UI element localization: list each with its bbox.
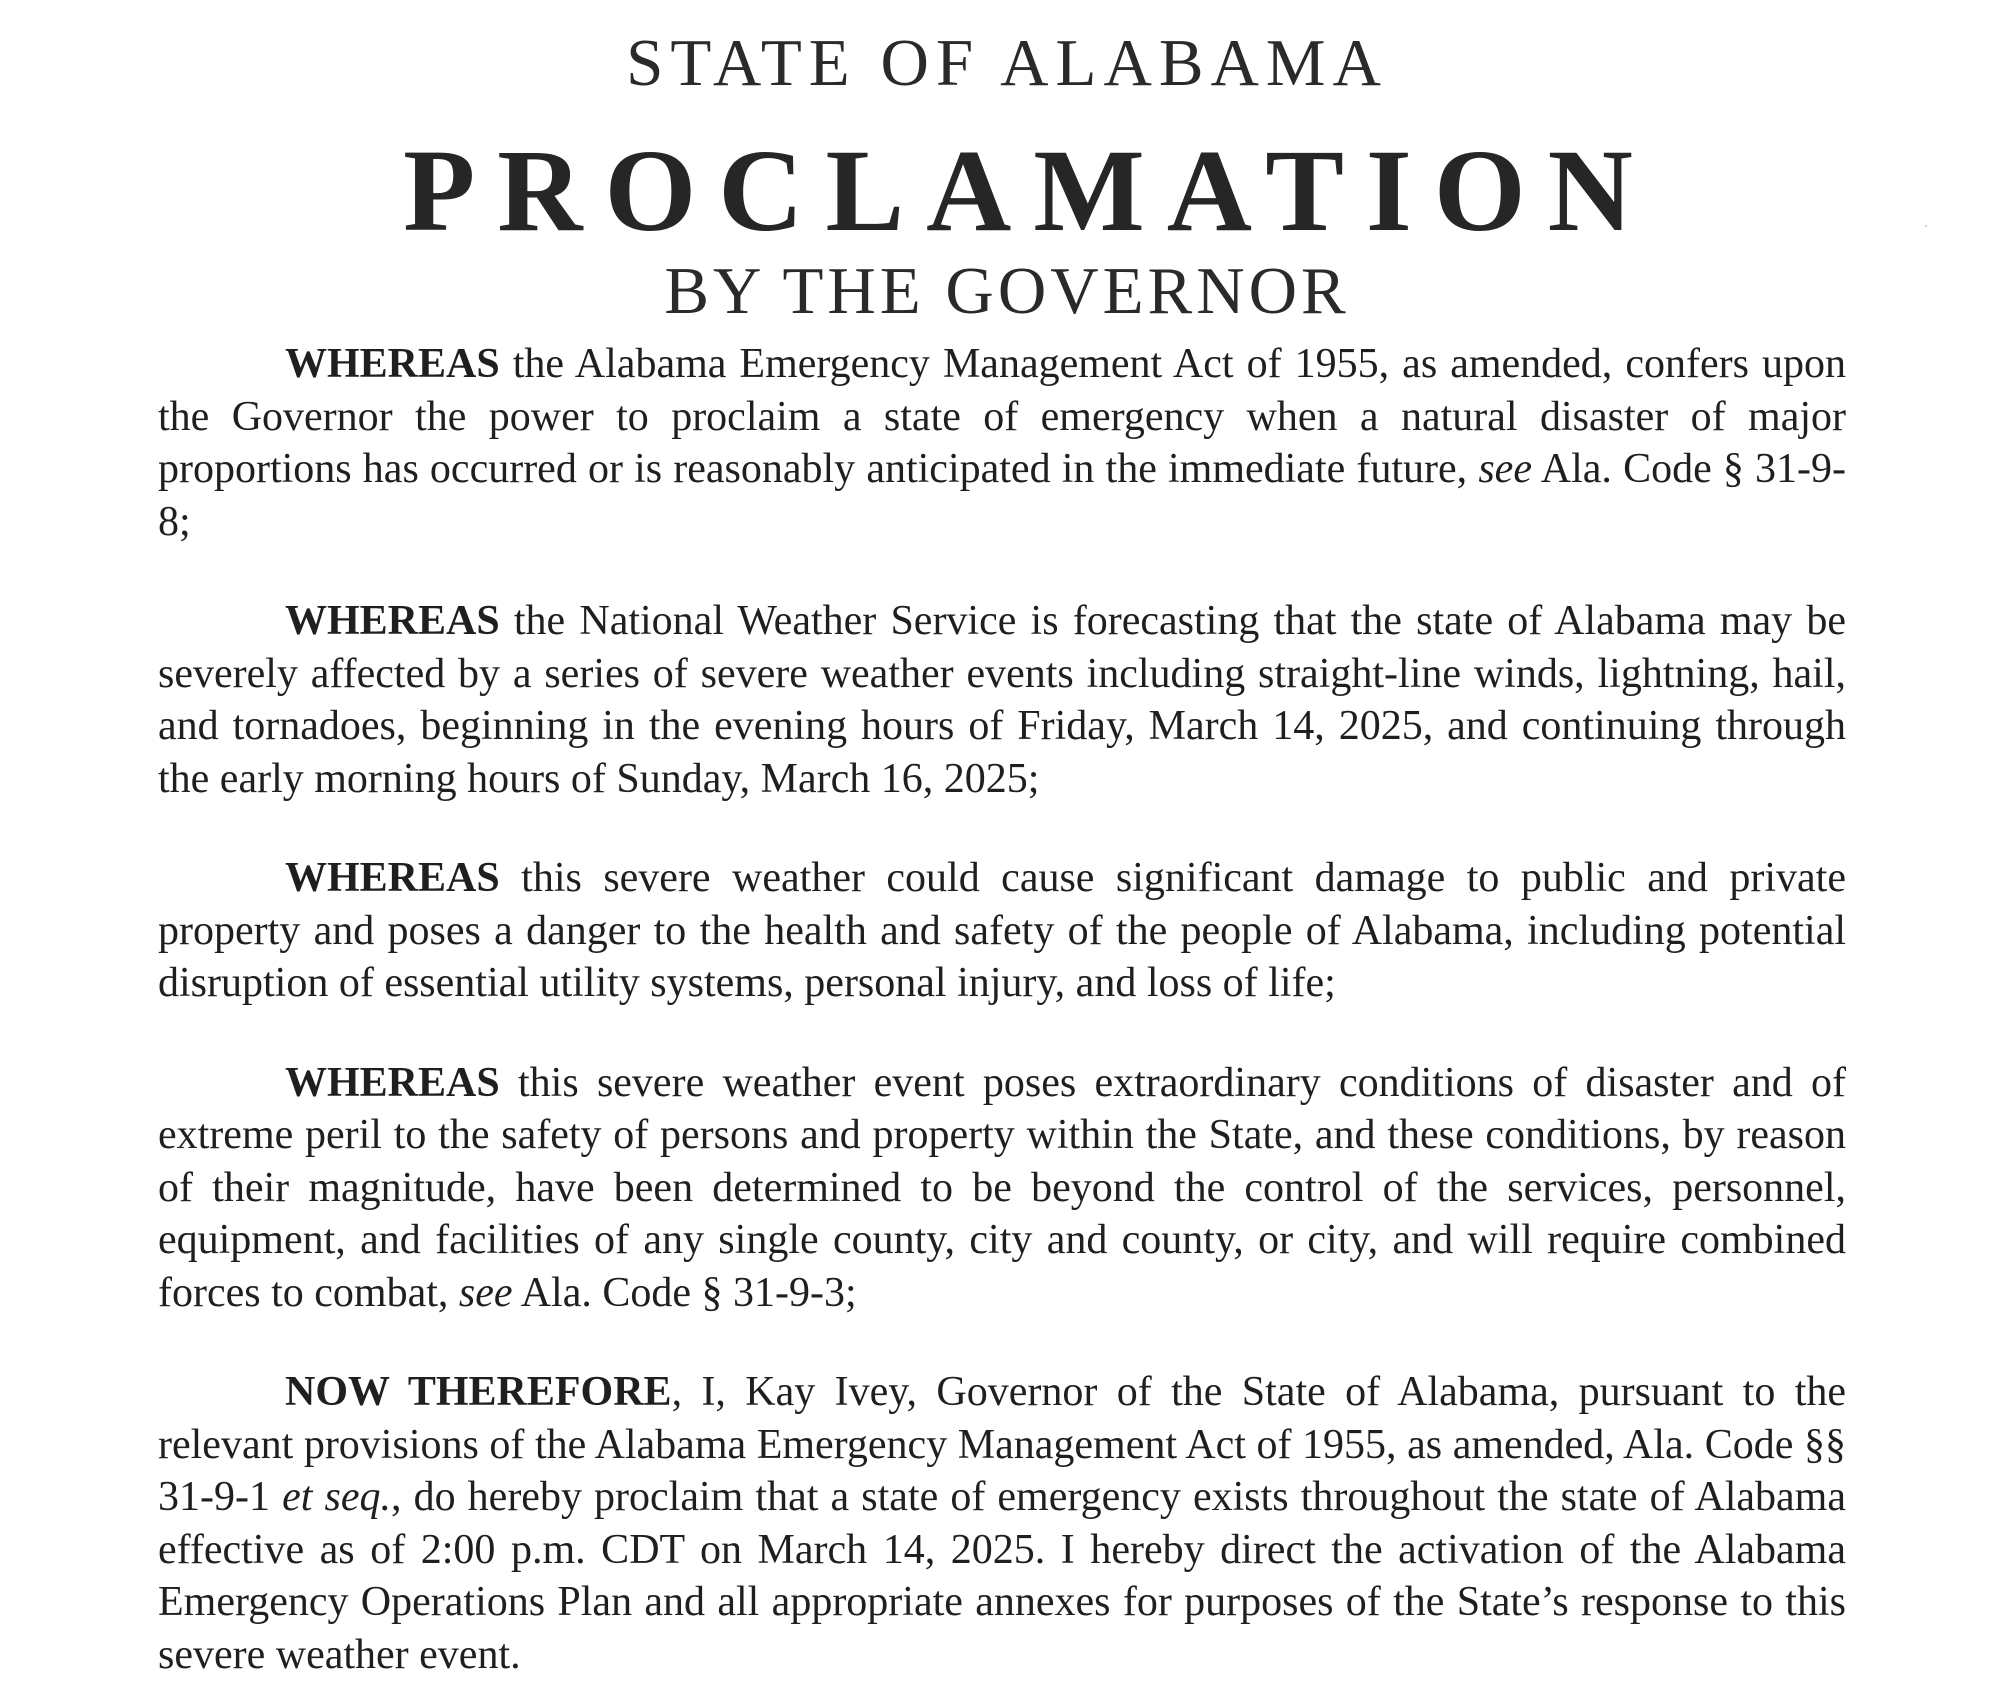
paragraph-keyword: WHEREAS xyxy=(285,598,500,644)
paragraph-keyword: WHEREAS xyxy=(285,1059,500,1106)
paragraph-italic: see xyxy=(458,1269,513,1316)
paragraph-text: Ala. Code § 31-9-3; xyxy=(512,1269,857,1316)
paragraph-text: this severe weather could cause significant damage to public and private property and poses a danger to the health and safety of the people of Alabama, including potential disruption of essential utility systems, personal injury, and loss of life; xyxy=(158,855,1846,1006)
paragraph-text: , I, Kay Ivey, Governor of the State of Alabama, pursuant to the relevant provisions of the Alabama Emergency Management Act of 1955, as amended, Ala. Code §§ 31-9-1 xyxy=(158,1369,1846,1520)
paragraph-keyword: NOW THEREFORE xyxy=(285,1369,672,1415)
proclamation-title: PROCLAMATION xyxy=(403,125,1655,256)
paragraph-text: this severe weather event poses extraordinary conditions of disaster and of extreme peril to the safety of persons and property within the State, and these conditions, by reason of their magnitude, have been determined to be beyond the control of the services, personnel, equipment, and facilities of any single county, city and county, or city, and will require combined forces to combat, xyxy=(158,1059,1846,1316)
whereas-paragraph-3 xyxy=(158,852,1846,1010)
paragraph-keyword: WHEREAS xyxy=(285,855,500,901)
whereas-paragraph-1 xyxy=(158,338,1846,548)
paragraph-italic: et seq. xyxy=(282,1474,391,1520)
proclamation-body xyxy=(158,338,1846,1681)
state-heading: STATE OF ALABAMA xyxy=(626,26,1388,100)
by-the-governor-subtitle: BY THE GOVERNOR xyxy=(664,254,1350,328)
scan-speck xyxy=(1925,225,1927,227)
paragraph-keyword: WHEREAS xyxy=(285,341,500,387)
paragraph-text: Ala. Code § 31-9-8; xyxy=(158,446,1846,545)
paragraph-text: the Alabama Emergency Management Act of 1955, as amended, confers upon the Governor the power to proclaim a state of emergency when a natural disaster of major proportions has occurred or is reasonably anticipated in the immediate future, xyxy=(158,341,1846,492)
paragraph-text: the National Weather Service is forecasting that the state of Alabama may be severely affected by a series of severe weather events including straight-line winds, lightning, hail, and tornadoes, beginning in the evening hours of Friday, March 14, 2025, and continuing through the early morning hours of Sunday, March 16, 2025; xyxy=(158,598,1846,802)
paragraph-text: , do hereby proclaim that a state of emergency exists throughout the state of Alabama effective as of 2:00 p.m. CDT on March 14, 2025. I hereby direct the activation of the Alabama Emergency Operations Plan and all appropriate annexes for purposes of the State’s response to this severe weather event. xyxy=(158,1474,1846,1678)
paragraph-italic: see xyxy=(1478,446,1532,492)
whereas-paragraph-4 xyxy=(158,1057,1846,1320)
whereas-paragraph-2 xyxy=(158,595,1846,805)
now-therefore-paragraph xyxy=(158,1366,1846,1681)
